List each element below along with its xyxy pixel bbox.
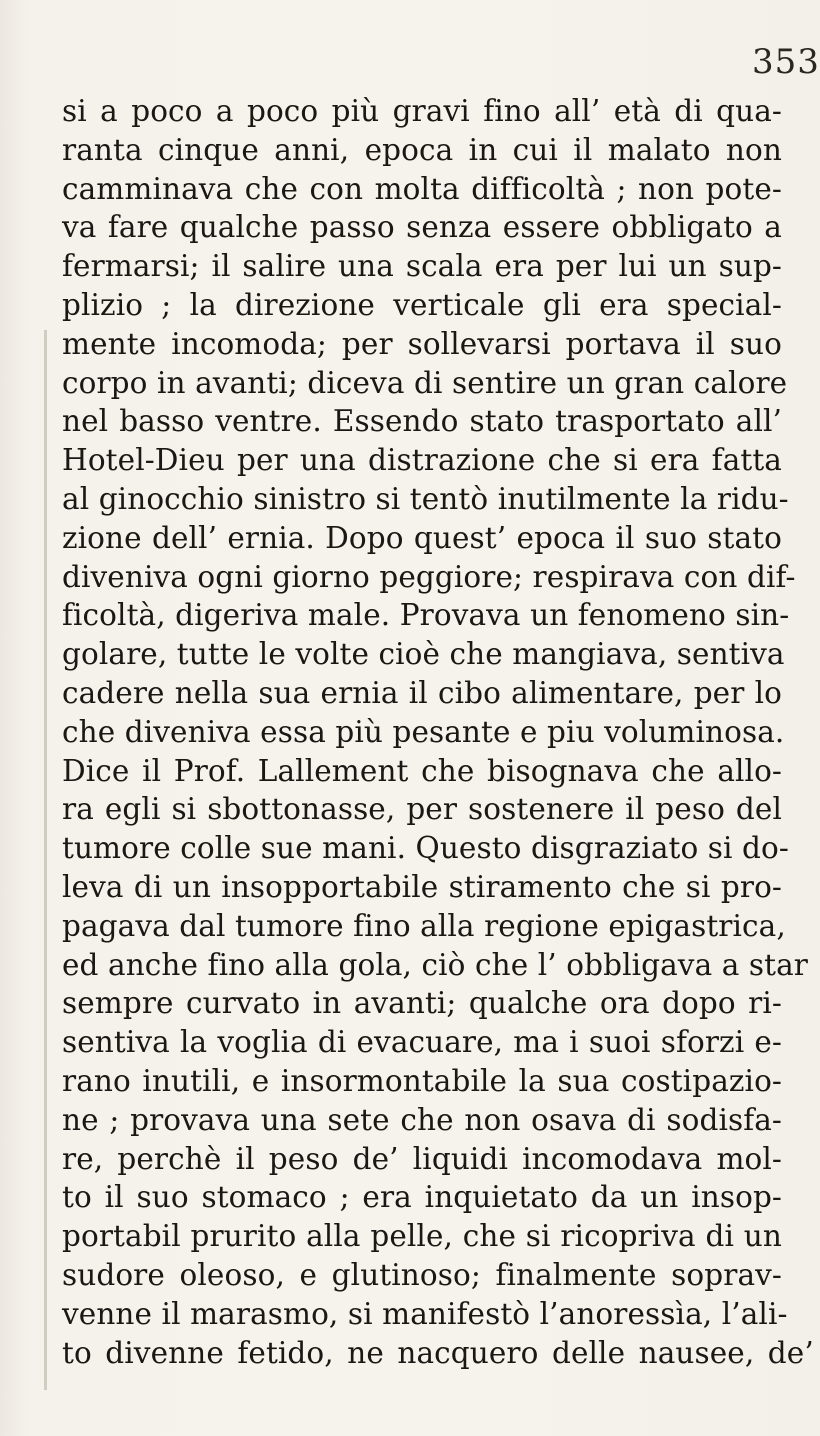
body-text (62, 92, 814, 1372)
text-line: sudore oleoso, e glutinoso; finalmente soprav- (62, 1257, 782, 1292)
text-line: portabil prurito alla pelle, che si ricopriva di un (62, 1219, 782, 1254)
text-line: camminava che con molta difficoltà ; non pote- (62, 171, 782, 206)
text-line: pagava dal tumore fino alla regione epigastrica, (62, 908, 786, 943)
text-line: leva di un insopportabile stiramento che si pro- (62, 869, 782, 904)
text-line: ed anche fino alla gola, ciò che l’ obbligava a star (62, 947, 808, 982)
text-line: golare, tutte le volte cioè che mangiava, sentiva (62, 637, 785, 672)
text-line: to il suo stomaco ; era inquietato da un insop- (62, 1180, 782, 1215)
text-line: si a poco a poco più gravi fino all’ età di qua- (62, 94, 782, 128)
binding-shadow (44, 330, 47, 1390)
text-line: ficoltà, digeriva male. Provava un fenomeno sin- (62, 598, 790, 633)
text-line: Hotel-Dieu per una distrazione che si era fatta (62, 443, 782, 478)
text-line: mente incomoda; per sollevarsi portava il suo (62, 326, 782, 361)
text-line: zione dell’ ernia. Dopo quest’ epoca il suo stato (62, 520, 782, 555)
text-line: Dice il Prof. Lallement che bisognava che allo- (62, 753, 782, 788)
text-line: fermarsi; il salire una scala era per lui un sup- (62, 249, 782, 284)
text-line: cadere nella sua ernia il cibo alimentare, per lo (62, 675, 782, 710)
text-line: al ginocchio sinistro si tentò inutilmente la ridu- (62, 481, 789, 516)
text-line: re, perchè il peso de’ liquidi incomodava mol- (62, 1141, 782, 1176)
text-line: ranta cinque anni, epoca in cui il malato non (62, 132, 782, 167)
text-line: corpo in avanti; diceva di sentire un gran calore (62, 365, 788, 400)
text-line: sempre curvato in avanti; qualche ora dopo ri- (62, 986, 782, 1021)
text-line: sentiva la voglia di evacuare, ma i suoi sforzi e- (62, 1025, 782, 1060)
text-line: diveniva ogni giorno peggiore; respirava con dif- (62, 559, 796, 594)
text-line: rano inutili, e insormontabile la sua costipazio- (62, 1063, 782, 1098)
text-line: venne il marasmo, si manifestò l’anoressìa, l’ali- (62, 1296, 788, 1331)
text-line: tumore colle sue mani. Questo disgraziato si do- (62, 831, 789, 866)
text-line: ra egli si sbottonasse, per sostenere il peso del (62, 792, 782, 827)
text-line: ne ; provava una sete che non osava di sodisfa- (62, 1102, 782, 1137)
text-line: va fare qualche passo senza essere obbligato a (62, 210, 782, 245)
text-line: che diveniva essa più pesante e piu voluminosa. (62, 714, 785, 749)
text-line: nel basso ventre. Essendo stato trasportato all’ (62, 404, 782, 439)
text-line: to divenne fetido, ne nacquero delle nausee, de’ (62, 1335, 814, 1370)
text-line: plizio ; la direzione verticale gli era special- (62, 287, 782, 322)
page-number: 353 (752, 42, 820, 82)
